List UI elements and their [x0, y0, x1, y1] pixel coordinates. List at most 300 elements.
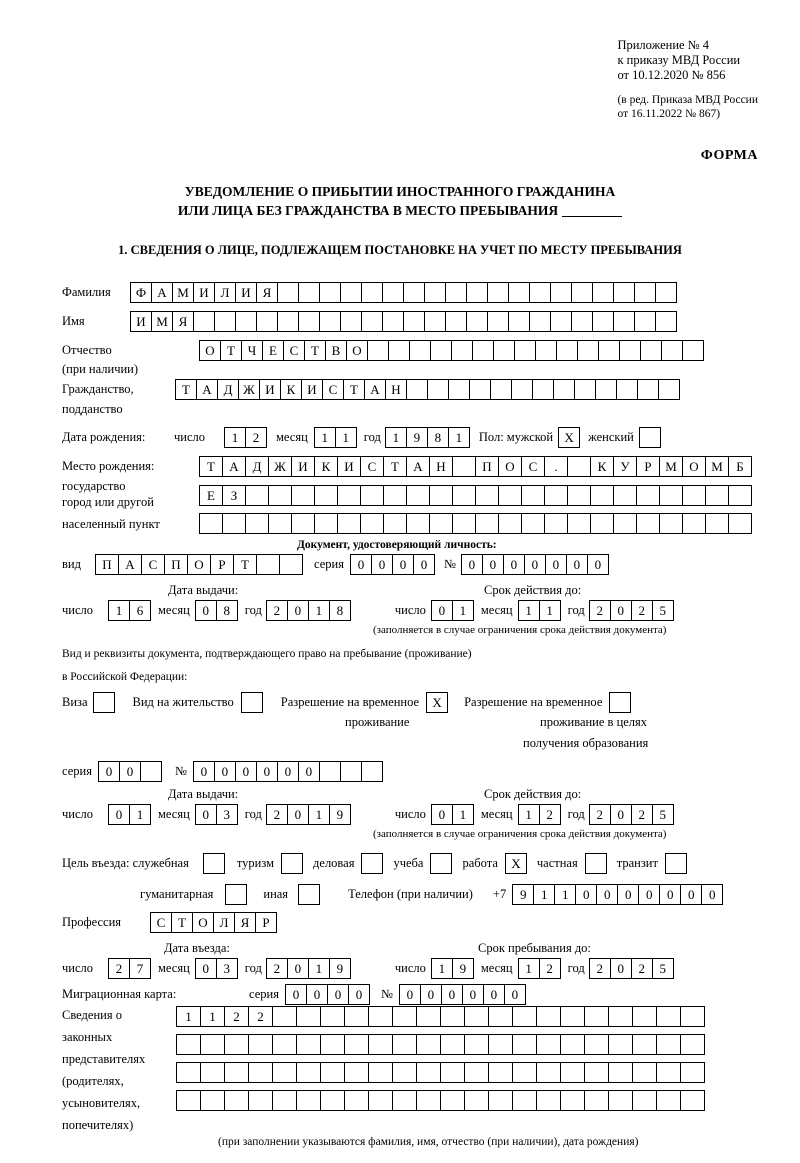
char-cell[interactable]	[291, 485, 315, 506]
sex-female-checkbox[interactable]	[639, 427, 661, 448]
char-cell[interactable]: О	[346, 340, 368, 361]
entry-month-input[interactable]	[195, 958, 237, 979]
char-cell[interactable]: 0	[610, 958, 632, 979]
char-cell[interactable]: 9	[512, 884, 534, 905]
char-cell[interactable]	[256, 311, 278, 332]
char-cell[interactable]	[705, 513, 729, 534]
char-cell[interactable]: О	[192, 912, 214, 933]
char-cell[interactable]: 0	[680, 884, 702, 905]
char-cell[interactable]	[608, 1062, 633, 1083]
char-cell[interactable]: 0	[348, 984, 370, 1005]
char-cell[interactable]	[560, 1006, 585, 1027]
char-cell[interactable]	[337, 513, 361, 534]
char-cell[interactable]: Д	[217, 379, 239, 400]
char-cell[interactable]	[320, 1034, 345, 1055]
char-cell[interactable]	[464, 1034, 489, 1055]
char-cell[interactable]: 1	[308, 804, 330, 825]
char-cell[interactable]	[475, 513, 499, 534]
char-cell[interactable]	[344, 1090, 369, 1111]
char-cell[interactable]: С	[150, 912, 172, 933]
birth-day-input[interactable]	[224, 427, 266, 448]
char-cell[interactable]	[361, 311, 383, 332]
char-cell[interactable]	[319, 282, 341, 303]
char-cell[interactable]: 0	[235, 761, 257, 782]
char-cell[interactable]: 0	[350, 554, 372, 575]
entry-year-input[interactable]	[266, 958, 350, 979]
purpose-humanitarian-checkbox[interactable]	[225, 884, 247, 905]
char-cell[interactable]	[416, 1090, 441, 1111]
char-cell[interactable]	[521, 513, 545, 534]
char-cell[interactable]: К	[280, 379, 302, 400]
doc-valid-day-input[interactable]	[431, 600, 473, 621]
char-cell[interactable]: 2	[539, 804, 561, 825]
stay-number-input[interactable]	[193, 761, 382, 782]
char-cell[interactable]	[361, 282, 383, 303]
char-cell[interactable]: И	[301, 379, 323, 400]
char-cell[interactable]	[392, 1034, 417, 1055]
char-cell[interactable]	[406, 379, 428, 400]
char-cell[interactable]	[445, 311, 467, 332]
patronymic-input[interactable]	[199, 340, 703, 361]
surname-input[interactable]	[130, 282, 676, 303]
char-cell[interactable]	[291, 513, 315, 534]
char-cell[interactable]	[567, 513, 591, 534]
char-cell[interactable]	[268, 485, 292, 506]
char-cell[interactable]: 1	[335, 427, 357, 448]
purpose-work-checkbox[interactable]: X	[505, 853, 527, 874]
char-cell[interactable]: 2	[631, 804, 653, 825]
char-cell[interactable]: Т	[343, 379, 365, 400]
char-cell[interactable]	[512, 1006, 537, 1027]
char-cell[interactable]	[440, 1006, 465, 1027]
char-cell[interactable]: 0	[195, 958, 217, 979]
char-cell[interactable]	[632, 1090, 657, 1111]
char-cell[interactable]: 2	[266, 958, 288, 979]
char-cell[interactable]: 5	[652, 958, 674, 979]
char-cell[interactable]: 1	[539, 600, 561, 621]
char-cell[interactable]	[613, 311, 635, 332]
char-cell[interactable]	[296, 1090, 321, 1111]
char-cell[interactable]: 9	[452, 958, 474, 979]
char-cell[interactable]	[512, 1090, 537, 1111]
char-cell[interactable]: 0	[461, 554, 483, 575]
char-cell[interactable]	[560, 1090, 585, 1111]
char-cell[interactable]	[728, 485, 752, 506]
char-cell[interactable]	[368, 1034, 393, 1055]
stay-valid-month-input[interactable]	[518, 804, 560, 825]
purpose-study-checkbox[interactable]	[430, 853, 452, 874]
char-cell[interactable]: М	[659, 456, 683, 477]
char-cell[interactable]: А	[222, 456, 246, 477]
char-cell[interactable]: И	[337, 456, 361, 477]
char-cell[interactable]	[577, 340, 599, 361]
char-cell[interactable]: 1	[200, 1006, 225, 1027]
sex-male-checkbox[interactable]: X	[558, 427, 580, 448]
char-cell[interactable]	[661, 340, 683, 361]
char-cell[interactable]: И	[193, 282, 215, 303]
char-cell[interactable]	[368, 1090, 393, 1111]
char-cell[interactable]	[613, 485, 637, 506]
char-cell[interactable]	[656, 1062, 681, 1083]
doc-number-input[interactable]	[461, 554, 608, 575]
char-cell[interactable]: И	[291, 456, 315, 477]
legal-row-2-input[interactable]	[176, 1034, 704, 1055]
char-cell[interactable]	[608, 1006, 633, 1027]
char-cell[interactable]	[392, 1090, 417, 1111]
char-cell[interactable]	[464, 1062, 489, 1083]
char-cell[interactable]: М	[705, 456, 729, 477]
birth-place-settlement-input[interactable]	[199, 513, 751, 534]
char-cell[interactable]	[224, 1034, 249, 1055]
doc-issue-month-input[interactable]	[195, 600, 237, 621]
char-cell[interactable]: К	[590, 456, 614, 477]
char-cell[interactable]	[296, 1034, 321, 1055]
char-cell[interactable]: 0	[195, 804, 217, 825]
char-cell[interactable]	[448, 379, 470, 400]
stay-valid-day-input[interactable]	[431, 804, 473, 825]
char-cell[interactable]	[488, 1034, 513, 1055]
char-cell[interactable]	[634, 311, 656, 332]
char-cell[interactable]: 0	[610, 804, 632, 825]
char-cell[interactable]	[571, 311, 593, 332]
char-cell[interactable]: 2	[224, 1006, 249, 1027]
char-cell[interactable]: 0	[483, 984, 505, 1005]
char-cell[interactable]	[634, 282, 656, 303]
char-cell[interactable]: 2	[245, 427, 267, 448]
char-cell[interactable]: 0	[399, 984, 421, 1005]
birth-place-state-input[interactable]	[199, 456, 751, 477]
char-cell[interactable]	[406, 485, 430, 506]
char-cell[interactable]	[383, 485, 407, 506]
char-cell[interactable]	[344, 1006, 369, 1027]
char-cell[interactable]: 0	[431, 804, 453, 825]
char-cell[interactable]: О	[187, 554, 211, 575]
char-cell[interactable]: 5	[652, 804, 674, 825]
char-cell[interactable]	[536, 1034, 561, 1055]
char-cell[interactable]	[493, 340, 515, 361]
char-cell[interactable]	[655, 311, 677, 332]
char-cell[interactable]: У	[613, 456, 637, 477]
char-cell[interactable]: Т	[383, 456, 407, 477]
char-cell[interactable]	[245, 513, 269, 534]
char-cell[interactable]: 0	[701, 884, 723, 905]
char-cell[interactable]	[680, 1006, 705, 1027]
char-cell[interactable]	[590, 485, 614, 506]
char-cell[interactable]	[544, 513, 568, 534]
char-cell[interactable]	[296, 1062, 321, 1083]
char-cell[interactable]: Т	[304, 340, 326, 361]
char-cell[interactable]	[429, 513, 453, 534]
char-cell[interactable]: 0	[587, 554, 609, 575]
char-cell[interactable]: С	[360, 456, 384, 477]
char-cell[interactable]: 2	[108, 958, 130, 979]
char-cell[interactable]	[659, 485, 683, 506]
purpose-transit-checkbox[interactable]	[665, 853, 687, 874]
char-cell[interactable]	[268, 513, 292, 534]
birth-place-city-input[interactable]	[199, 485, 751, 506]
char-cell[interactable]	[488, 1090, 513, 1111]
char-cell[interactable]	[424, 311, 446, 332]
char-cell[interactable]	[200, 1034, 225, 1055]
char-cell[interactable]: О	[498, 456, 522, 477]
char-cell[interactable]: 1	[452, 600, 474, 621]
char-cell[interactable]	[487, 282, 509, 303]
char-cell[interactable]: С	[141, 554, 165, 575]
char-cell[interactable]: О	[199, 340, 221, 361]
char-cell[interactable]: 0	[524, 554, 546, 575]
char-cell[interactable]	[224, 1090, 249, 1111]
char-cell[interactable]	[680, 1062, 705, 1083]
char-cell[interactable]	[682, 340, 704, 361]
char-cell[interactable]	[705, 485, 729, 506]
char-cell[interactable]	[298, 311, 320, 332]
char-cell[interactable]	[613, 282, 635, 303]
stay-issue-year-input[interactable]	[266, 804, 350, 825]
char-cell[interactable]: 8	[427, 427, 449, 448]
char-cell[interactable]	[176, 1062, 201, 1083]
char-cell[interactable]: П	[95, 554, 119, 575]
char-cell[interactable]: 1	[554, 884, 576, 905]
char-cell[interactable]	[536, 1090, 561, 1111]
char-cell[interactable]	[452, 456, 476, 477]
char-cell[interactable]	[319, 761, 341, 782]
stay-month-input[interactable]	[518, 958, 560, 979]
char-cell[interactable]: О	[682, 456, 706, 477]
char-cell[interactable]: 0	[327, 984, 349, 1005]
char-cell[interactable]: Л	[213, 912, 235, 933]
stay-series-input[interactable]	[98, 761, 161, 782]
char-cell[interactable]	[659, 513, 683, 534]
char-cell[interactable]	[272, 1006, 297, 1027]
char-cell[interactable]	[728, 513, 752, 534]
char-cell[interactable]	[466, 282, 488, 303]
char-cell[interactable]: 0	[108, 804, 130, 825]
char-cell[interactable]	[656, 1090, 681, 1111]
char-cell[interactable]	[427, 379, 449, 400]
char-cell[interactable]: 2	[631, 600, 653, 621]
char-cell[interactable]: 8	[216, 600, 238, 621]
char-cell[interactable]	[340, 761, 362, 782]
char-cell[interactable]: Б	[728, 456, 752, 477]
char-cell[interactable]	[490, 379, 512, 400]
char-cell[interactable]	[340, 282, 362, 303]
char-cell[interactable]: 0	[462, 984, 484, 1005]
char-cell[interactable]	[640, 340, 662, 361]
char-cell[interactable]	[245, 485, 269, 506]
char-cell[interactable]	[248, 1062, 273, 1083]
char-cell[interactable]	[469, 379, 491, 400]
char-cell[interactable]	[488, 1062, 513, 1083]
char-cell[interactable]	[200, 1062, 225, 1083]
char-cell[interactable]: 3	[216, 958, 238, 979]
char-cell[interactable]	[320, 1090, 345, 1111]
char-cell[interactable]	[532, 379, 554, 400]
char-cell[interactable]	[344, 1062, 369, 1083]
char-cell[interactable]	[235, 311, 257, 332]
char-cell[interactable]: 1	[518, 600, 540, 621]
char-cell[interactable]: 2	[631, 958, 653, 979]
char-cell[interactable]	[392, 1062, 417, 1083]
char-cell[interactable]: Р	[636, 456, 660, 477]
char-cell[interactable]	[655, 282, 677, 303]
char-cell[interactable]	[256, 554, 280, 575]
char-cell[interactable]	[536, 1062, 561, 1083]
char-cell[interactable]: 0	[195, 600, 217, 621]
char-cell[interactable]: Т	[220, 340, 242, 361]
char-cell[interactable]: Л	[214, 282, 236, 303]
char-cell[interactable]	[619, 340, 641, 361]
char-cell[interactable]: 0	[413, 554, 435, 575]
char-cell[interactable]: 0	[392, 554, 414, 575]
char-cell[interactable]	[340, 311, 362, 332]
char-cell[interactable]: 0	[617, 884, 639, 905]
char-cell[interactable]	[200, 1090, 225, 1111]
char-cell[interactable]: 2	[539, 958, 561, 979]
char-cell[interactable]	[488, 1006, 513, 1027]
char-cell[interactable]	[368, 1006, 393, 1027]
char-cell[interactable]	[560, 1034, 585, 1055]
char-cell[interactable]	[248, 1090, 273, 1111]
char-cell[interactable]	[314, 513, 338, 534]
char-cell[interactable]	[556, 340, 578, 361]
doc-valid-month-input[interactable]	[518, 600, 560, 621]
char-cell[interactable]: 1	[448, 427, 470, 448]
char-cell[interactable]	[176, 1034, 201, 1055]
stay-issue-month-input[interactable]	[195, 804, 237, 825]
char-cell[interactable]: 0	[575, 884, 597, 905]
char-cell[interactable]: З	[222, 485, 246, 506]
char-cell[interactable]: 2	[589, 958, 611, 979]
char-cell[interactable]	[567, 456, 591, 477]
char-cell[interactable]	[658, 379, 680, 400]
doc-series-input[interactable]	[350, 554, 434, 575]
char-cell[interactable]	[550, 311, 572, 332]
char-cell[interactable]	[682, 485, 706, 506]
char-cell[interactable]	[590, 513, 614, 534]
char-cell[interactable]: 0	[503, 554, 525, 575]
char-cell[interactable]: Т	[233, 554, 257, 575]
char-cell[interactable]: А	[406, 456, 430, 477]
char-cell[interactable]: Я	[234, 912, 256, 933]
char-cell[interactable]	[584, 1090, 609, 1111]
char-cell[interactable]	[445, 282, 467, 303]
char-cell[interactable]	[636, 513, 660, 534]
char-cell[interactable]: 0	[214, 761, 236, 782]
char-cell[interactable]	[199, 513, 223, 534]
char-cell[interactable]	[464, 1090, 489, 1111]
char-cell[interactable]	[277, 282, 299, 303]
char-cell[interactable]: 0	[420, 984, 442, 1005]
char-cell[interactable]: 0	[441, 984, 463, 1005]
char-cell[interactable]	[560, 1062, 585, 1083]
stay-valid-year-input[interactable]	[589, 804, 673, 825]
char-cell[interactable]: 0	[277, 761, 299, 782]
char-cell[interactable]	[272, 1034, 297, 1055]
doc-issue-day-input[interactable]	[108, 600, 150, 621]
char-cell[interactable]	[680, 1034, 705, 1055]
char-cell[interactable]	[592, 282, 614, 303]
char-cell[interactable]	[193, 311, 215, 332]
char-cell[interactable]	[608, 1034, 633, 1055]
edu-residence-checkbox[interactable]	[609, 692, 631, 713]
char-cell[interactable]	[319, 311, 341, 332]
char-cell[interactable]	[529, 311, 551, 332]
char-cell[interactable]	[360, 485, 384, 506]
char-cell[interactable]	[424, 282, 446, 303]
char-cell[interactable]	[632, 1006, 657, 1027]
char-cell[interactable]	[416, 1006, 441, 1027]
char-cell[interactable]	[279, 554, 303, 575]
char-cell[interactable]	[296, 1006, 321, 1027]
char-cell[interactable]	[320, 1006, 345, 1027]
char-cell[interactable]	[344, 1034, 369, 1055]
visa-checkbox[interactable]	[93, 692, 115, 713]
char-cell[interactable]	[272, 1062, 297, 1083]
char-cell[interactable]	[682, 513, 706, 534]
purpose-other-checkbox[interactable]	[298, 884, 320, 905]
char-cell[interactable]: В	[325, 340, 347, 361]
char-cell[interactable]: А	[151, 282, 173, 303]
char-cell[interactable]	[498, 485, 522, 506]
char-cell[interactable]: 0	[566, 554, 588, 575]
char-cell[interactable]	[392, 1006, 417, 1027]
citizenship-input[interactable]	[175, 379, 679, 400]
char-cell[interactable]	[598, 340, 620, 361]
char-cell[interactable]: 1	[314, 427, 336, 448]
char-cell[interactable]	[487, 311, 509, 332]
legal-row-3-input[interactable]	[176, 1062, 704, 1083]
char-cell[interactable]	[382, 282, 404, 303]
char-cell[interactable]	[368, 1062, 393, 1083]
purpose-service-checkbox[interactable]	[203, 853, 225, 874]
char-cell[interactable]: 5	[652, 600, 674, 621]
char-cell[interactable]: Т	[171, 912, 193, 933]
char-cell[interactable]	[512, 1062, 537, 1083]
char-cell[interactable]	[360, 513, 384, 534]
stay-day-input[interactable]	[431, 958, 473, 979]
char-cell[interactable]: 2	[589, 804, 611, 825]
char-cell[interactable]	[680, 1090, 705, 1111]
char-cell[interactable]	[475, 485, 499, 506]
char-cell[interactable]	[337, 485, 361, 506]
char-cell[interactable]: Н	[385, 379, 407, 400]
char-cell[interactable]: 0	[610, 600, 632, 621]
char-cell[interactable]: А	[196, 379, 218, 400]
char-cell[interactable]: 2	[248, 1006, 273, 1027]
char-cell[interactable]: Р	[255, 912, 277, 933]
char-cell[interactable]	[472, 340, 494, 361]
char-cell[interactable]	[584, 1006, 609, 1027]
char-cell[interactable]: Е	[262, 340, 284, 361]
char-cell[interactable]	[567, 485, 591, 506]
char-cell[interactable]	[452, 513, 476, 534]
legal-row-1-input[interactable]	[176, 1006, 704, 1027]
char-cell[interactable]: Д	[245, 456, 269, 477]
legal-row-4-input[interactable]	[176, 1090, 704, 1111]
char-cell[interactable]	[361, 761, 383, 782]
char-cell[interactable]: 0	[545, 554, 567, 575]
doc-issue-year-input[interactable]	[266, 600, 350, 621]
stay-issue-day-input[interactable]	[108, 804, 150, 825]
char-cell[interactable]: 1	[518, 804, 540, 825]
char-cell[interactable]	[632, 1034, 657, 1055]
char-cell[interactable]	[656, 1006, 681, 1027]
doc-valid-year-input[interactable]	[589, 600, 673, 621]
char-cell[interactable]	[529, 282, 551, 303]
char-cell[interactable]: И	[259, 379, 281, 400]
char-cell[interactable]: Ф	[130, 282, 152, 303]
char-cell[interactable]	[409, 340, 431, 361]
